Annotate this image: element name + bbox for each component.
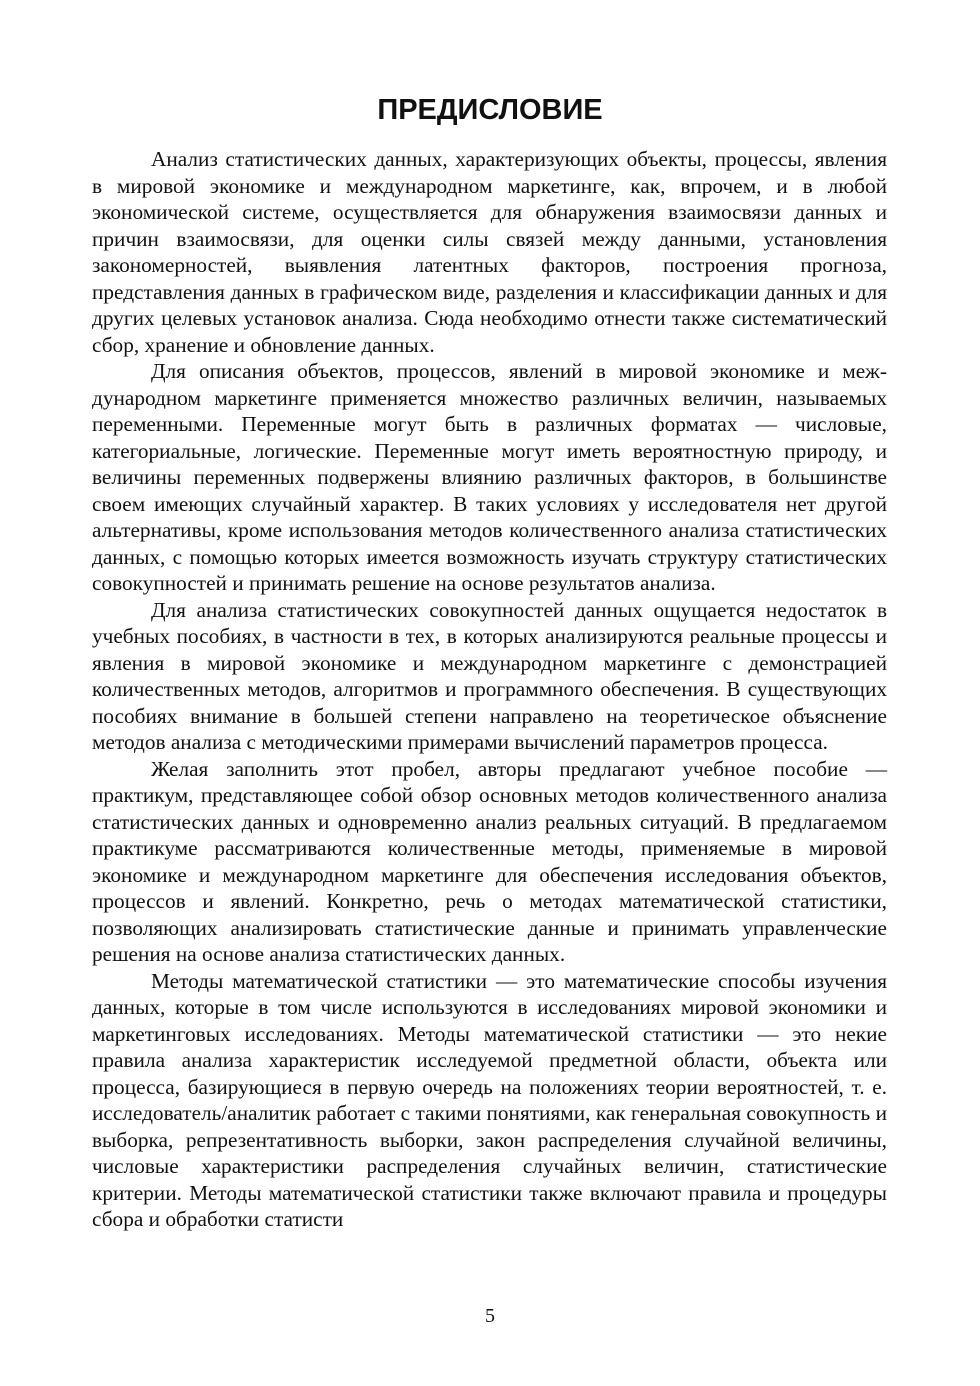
paragraph-5: Методы математической статистики — это математические способы изучения данных, которые в том числе используются в исследованиях мировой экономики и маркетинговых исследованиях. Методы математической статистики — это некие правила анализа характеристик исследуемой предметной области, объекта или процесса, базирующиеся в первую очередь на положениях теории вероятностей, т. е. исследователь/аналитик работает с такими понятиями, как генеральная совокупность и выборка, репрезентативность выборки, закон распределения случайной величины, числовые характеристики распределения случайных величин, статистические критерии. Методы математической статистики также включают правила и процедуры сбора и обработки статисти xyxy=(92,968,887,1231)
body-text xyxy=(92,146,887,1233)
paragraph-4: Желая заполнить этот пробел, авторы предлагают учебное пособие — практикум, представляющее собой обзор основных методов количественного анализа статистических данных и одновременно анализ реальных ситуаций. В предлагаемом практикуме рассматриваются количественные методы, применяемые в мировой экономике и международном маркетинге для обеспечения исследования объектов, процессов и явлений. Конкретно, речь о методах математической статистики, позволяющих анализировать статистические данные и принимать управленческие решения на основе анализа статистических данных. xyxy=(92,756,887,966)
paragraph-3: Для анализа статистических совокупностей данных ощущается недостаток в учебных пособиях, в частности в тех, в которых анализируются реальные процессы и явления в мировой экономике и международном маркетинге с демонстрацией количественных методов, алгоритмов и программного обеспечения. В существующих пособиях внимание в большей степени направлено на теоретическое объяснение методов анализа с методическими примерами вычислений параметров процесса. xyxy=(92,597,887,754)
page-number: 5 xyxy=(485,1305,495,1327)
page-title: ПРЕДИСЛОВИЕ xyxy=(377,94,603,126)
paragraph-2: Для описания объектов, процессов, явлений в мировой экономике и международном маркетинге применяется множество различных величин, называемых переменными. Переменные могут быть в различных форматах — числовые, категориальные, логические. Переменные могут иметь вероятностную природу, и величины переменных подвержены влиянию различных факторов, в большинстве своем имеющих случайный характер. В таких условиях у исследователя нет другой альтернативы, кроме использования методов количественного анализа статистических данных, с помощью которых имеется возможность изучать структуру статистических совокупностей и принимать решение на основе результатов анализа. xyxy=(92,359,887,595)
paragraph-1: Анализ статистических данных, характеризующих объекты, процессы, явления в мировой экономике и международном маркетинге, как, впрочем, и в любой экономической системе, осуществляется для обнаружения взаимосвязи данных и причин взаимосвязи, для оценки силы связей между данными, установления закономерностей, выявления латентных факторов, построения прогноза, представления данных в графическом виде, разделения и классификации данных и для других целевых установок анализа. Сюда необходимо отнести также систематический сбор, хранение и обновление данных. xyxy=(92,147,887,357)
